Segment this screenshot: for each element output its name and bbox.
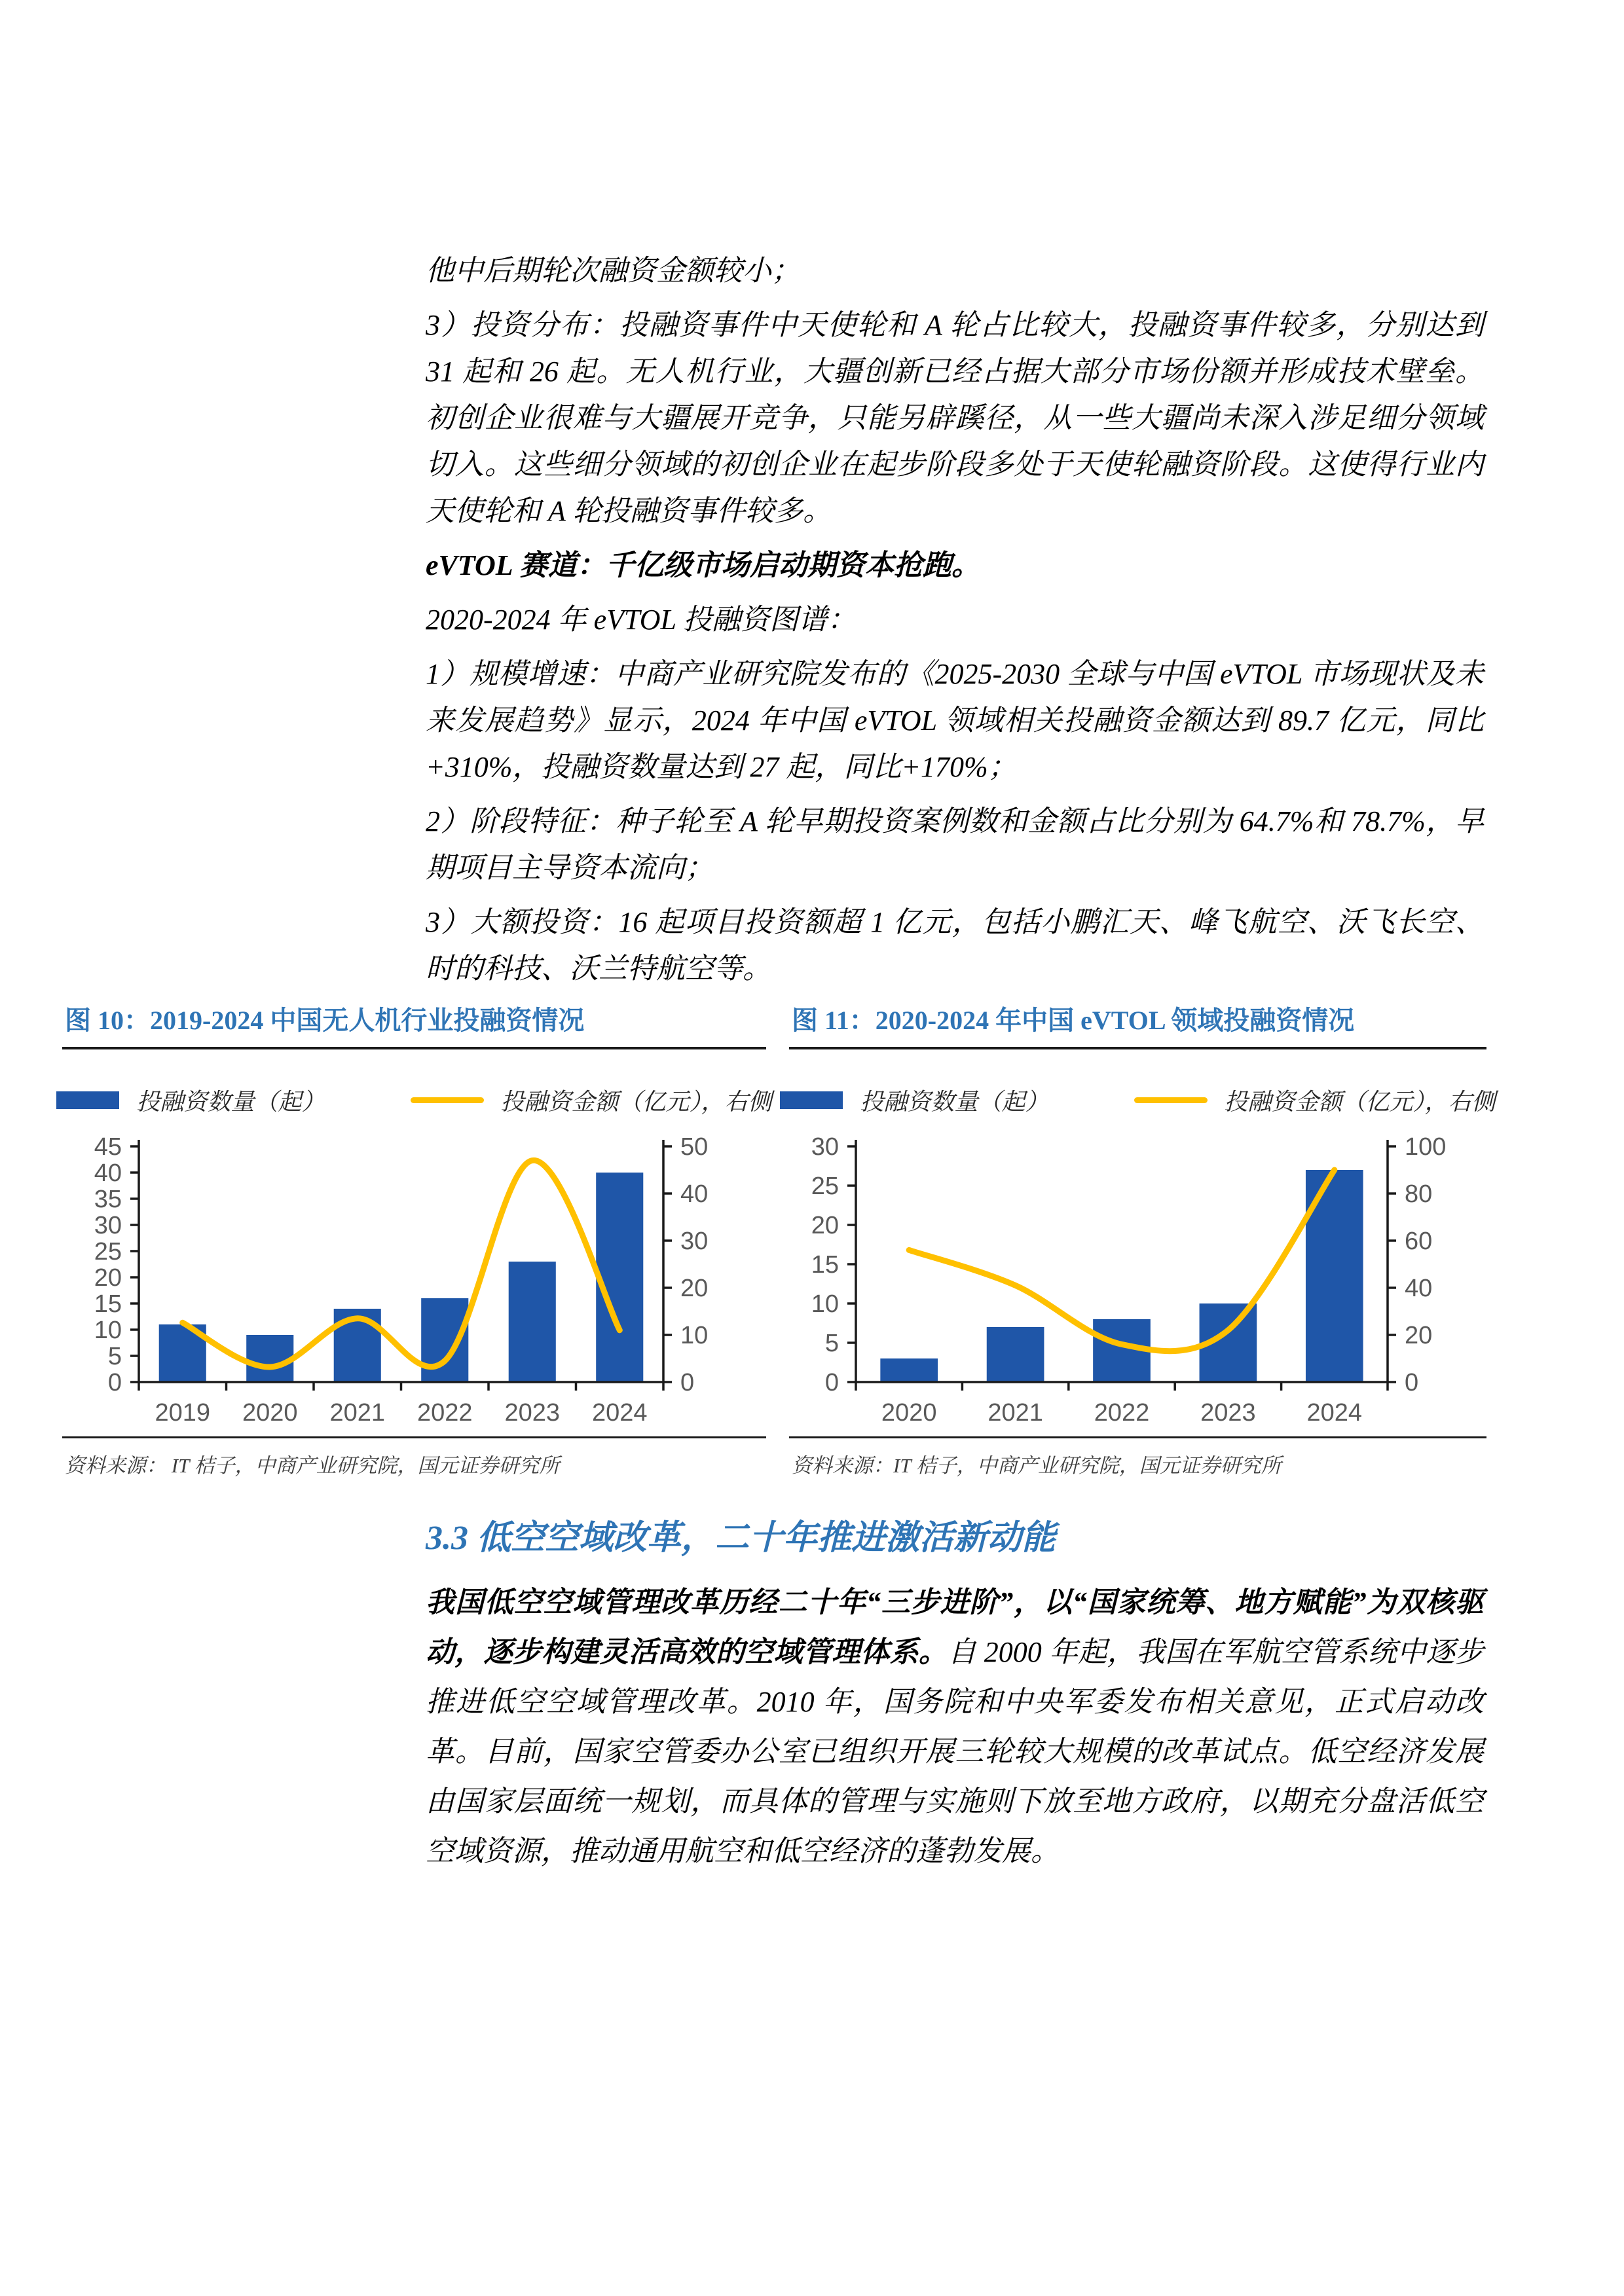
section-lead-bold: 我国低空空域管理改革历经二十年“三步进阶”，以“国家统筹、地方赋能”为双核驱动，逐步构建灵活高效的空域管理体系。	[426, 1586, 1484, 1668]
figures-row	[62, 1005, 1624, 1480]
legend-item-line	[411, 1084, 772, 1117]
svg-text:40: 40	[680, 1180, 709, 1208]
drone-funding-bar-line-chart	[62, 1130, 766, 1431]
legend-item-bars	[56, 1084, 325, 1117]
legend-item-bars	[780, 1084, 1048, 1117]
svg-text:30: 30	[680, 1228, 709, 1255]
svg-text:100: 100	[1405, 1133, 1447, 1161]
svg-text:15: 15	[94, 1290, 122, 1318]
legend-label: 投融资金额（亿元），右侧	[500, 1089, 772, 1115]
svg-text:2019: 2019	[155, 1399, 211, 1427]
caption-divider	[789, 1047, 1486, 1049]
svg-text:20: 20	[680, 1275, 709, 1302]
svg-text:50: 50	[680, 1133, 709, 1161]
svg-text:5: 5	[107, 1343, 122, 1370]
figure-10	[62, 1005, 772, 1480]
svg-text:2021: 2021	[987, 1399, 1043, 1427]
evtol-funding-bar-line-chart	[789, 1130, 1486, 1431]
svg-text:10: 10	[680, 1322, 709, 1349]
body-paragraph: 2020-2024 年 eVTOL 投融资图谱：	[426, 604, 857, 636]
svg-text:25: 25	[94, 1238, 122, 1266]
svg-text:2024: 2024	[1306, 1399, 1363, 1427]
figure-10-caption: 图 10：2019-2024 中国无人机行业投融资情况	[65, 1006, 585, 1035]
body-paragraph: 他中后期轮次融资金额较小；	[426, 255, 800, 287]
source-note: 资料来源： IT 桔子，中商产业研究院，国元证券研究所	[65, 1454, 560, 1477]
source-note: 资料来源：IT 桔子，中商产业研究院，国元证券研究所	[792, 1454, 1282, 1477]
svg-text:30: 30	[811, 1133, 839, 1161]
body-paragraph: 1）规模增速：中商产业研究院发布的《2025-2030 全球与中国 eVTOL 市场现状及未来发展趋势》显示，2024 年中国 eVTOL 领域相关投融资金额达到 89.7 亿元，同比+310%，投融资数量达到 27 起，同比+170%；	[426, 658, 1484, 783]
chart-legend	[789, 1084, 1496, 1117]
svg-text:2023: 2023	[1200, 1399, 1256, 1427]
bar-swatch-icon	[56, 1091, 119, 1109]
section-body-text: 自 2000 年起，我国在军航空管系统中逐步推进低空空域管理改革。2010 年，国务院和中央军委发布相关意见，正式启动改革。目前，国家空管委办公室已组织开展三轮较大规模的改革试点。低空经济发展由国家层面统一规划，而具体的管理与实施则下放至地方政府，以期充分盘活低空空域资源，推动通用航空和低空经济的蓬勃发展。	[426, 1635, 1485, 1867]
svg-text:20: 20	[811, 1212, 839, 1239]
section-paragraph	[426, 1578, 1484, 1876]
svg-text:0: 0	[107, 1369, 122, 1396]
svg-text:40: 40	[1405, 1275, 1433, 1302]
line-swatch-icon	[1134, 1097, 1208, 1103]
svg-text:30: 30	[94, 1212, 122, 1239]
svg-text:2021: 2021	[329, 1399, 386, 1427]
figure-11	[789, 1005, 1496, 1480]
body-paragraph: 3）投资分布：投融资事件中天使轮和 A 轮占比较大，投融资事件较多，分别达到 31 起和 26 起。无人机行业，大疆创新已经占据大部分市场份额并形成技术壁垒。初创企业很难与大疆展开竞争，只能另辟蹊径，从一些大疆尚未深入涉足细分领域切入。这些细分领域的初创企业在起步阶段多处于天使轮融资阶段。这使得行业内天使轮和 A 轮投融资事件较多。	[426, 309, 1484, 527]
svg-text:0: 0	[1405, 1369, 1419, 1396]
svg-text:10: 10	[94, 1317, 122, 1344]
svg-text:80: 80	[1405, 1180, 1433, 1208]
svg-text:35: 35	[94, 1186, 122, 1213]
svg-text:0: 0	[824, 1369, 839, 1396]
section-heading: 3.3 低空空域改革，二十年推进激活新动能	[426, 1520, 1056, 1558]
source-divider	[62, 1436, 766, 1438]
section-3-3	[426, 1516, 1484, 1876]
line-swatch-icon	[411, 1097, 484, 1103]
svg-text:25: 25	[811, 1173, 839, 1200]
source-divider	[789, 1436, 1486, 1438]
body-paragraph: 2）阶段特征：种子轮至 A 轮早期投资案例数和金额占比分别为 64.7%和 78.7%，早期项目主导资本流向；	[426, 805, 1484, 884]
svg-text:20: 20	[1405, 1322, 1433, 1349]
svg-text:60: 60	[1405, 1228, 1433, 1255]
svg-text:2024: 2024	[591, 1399, 648, 1427]
svg-text:2020: 2020	[242, 1399, 298, 1427]
svg-text:2022: 2022	[1094, 1399, 1150, 1427]
svg-text:45: 45	[94, 1133, 122, 1161]
svg-text:2023: 2023	[504, 1399, 561, 1427]
legend-item-line	[1134, 1084, 1496, 1117]
legend-label: 投融资数量（起）	[860, 1089, 1049, 1115]
svg-text:2020: 2020	[881, 1399, 937, 1427]
svg-text:40: 40	[94, 1159, 122, 1187]
svg-text:10: 10	[811, 1290, 839, 1318]
body-paragraph-bold: eVTOL 赛道：千亿级市场启动期资本抢跑。	[426, 549, 980, 581]
caption-divider	[62, 1047, 766, 1049]
body-paragraph: 3）大额投资：16 起项目投资额超 1 亿元，包括小鹏汇天、峰飞航空、沃飞长空、时的科技、沃兰特航空等。	[426, 906, 1484, 985]
body-text-column	[426, 247, 1484, 992]
bar-swatch-icon	[780, 1091, 843, 1109]
svg-text:5: 5	[824, 1330, 839, 1357]
svg-text:20: 20	[94, 1264, 122, 1292]
legend-label: 投融资金额（亿元），右侧	[1224, 1089, 1496, 1115]
figure-11-caption: 图 11：2020-2024 年中国 eVTOL 领域投融资情况	[792, 1006, 1355, 1035]
svg-text:0: 0	[680, 1369, 695, 1396]
legend-label: 投融资数量（起）	[136, 1089, 325, 1115]
svg-text:2022: 2022	[416, 1399, 473, 1427]
chart-legend	[62, 1084, 772, 1117]
svg-text:15: 15	[811, 1251, 839, 1279]
